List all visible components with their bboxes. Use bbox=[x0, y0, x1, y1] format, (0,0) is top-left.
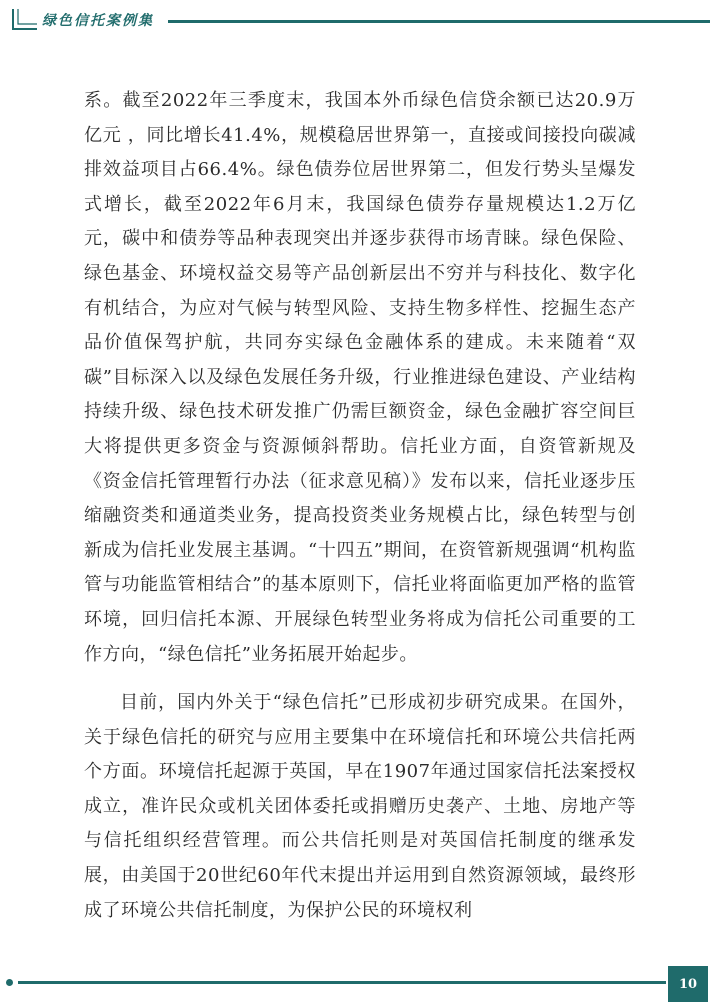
footer-rule bbox=[18, 981, 666, 984]
footer-dot bbox=[6, 979, 13, 986]
corner-bracket-icon bbox=[10, 6, 40, 32]
paragraph-1: 系。截至2022年三季度末，我国本外币绿色信贷余额已达20.9万亿元 ，同比增长41.4%，规模稳居世界第一，直接或间接投向碳减排效益项目占66.4%。绿色债券位居世界第二，但发行势头呈爆发式增长，截至2022年6月末，我国绿色债券存量规模达1.2万亿元，碳中和债券等品种表现突出并逐步获得市场青睐。绿色保险、绿色基金、环境权益交易等产品创新层出不穷并与科技化、数字化有机结合，为应对气候与转型风险、支持生物多样性、挖掘生态产品价值保驾护航，共同夯实绿色金融体系的建成。未来随着“双碳”目标深入以及绿色发展任务升级，行业推进绿色建设、产业结构持续升级、绿色技术研发推广仍需巨额资金，绿色金融扩容空间巨大将提供更多资金与资源倾斜帮助。信托业方面，自资管新规及《资金信托管理暂行办法（征求意见稿）》发布以来，信托业逐步压缩融资类和通道类业务，提高投资类业务规模占比，绿色转型与创新成为信托业发展主基调。“十四五”期间，在资管新规强调“机构监管与功能监管相结合”的基本原则下，信托业将面临更加严格的监管环境，回归信托本源、开展绿色转型业务将成为信托公司重要的工作方向，“绿色信托”业务拓展开始起步。 bbox=[84, 90, 636, 665]
header-rule bbox=[168, 20, 710, 23]
body-text bbox=[84, 84, 636, 928]
page-number: 10 bbox=[668, 966, 708, 1002]
paragraph-2: 目前，国内外关于“绿色信托”已形成初步研究成果。在国外，关于绿色信托的研究与应用主要集中在环境信托和环境公共信托两个方面。环境信托起源于英国，早在1907年通过国家信托法案授权成立，准许民众或机关团体委托或捐赠历史袭产、土地、房地产等与信托组织经营管理。而公共信托则是对英国信托制度的继承发展，由美国于20世纪60年代末提出并运用到自然资源领域，最终形成了环境公共信托制度，为保护公民的环境权利 bbox=[84, 692, 636, 921]
section-title: 绿色信托案例集 bbox=[42, 13, 154, 29]
